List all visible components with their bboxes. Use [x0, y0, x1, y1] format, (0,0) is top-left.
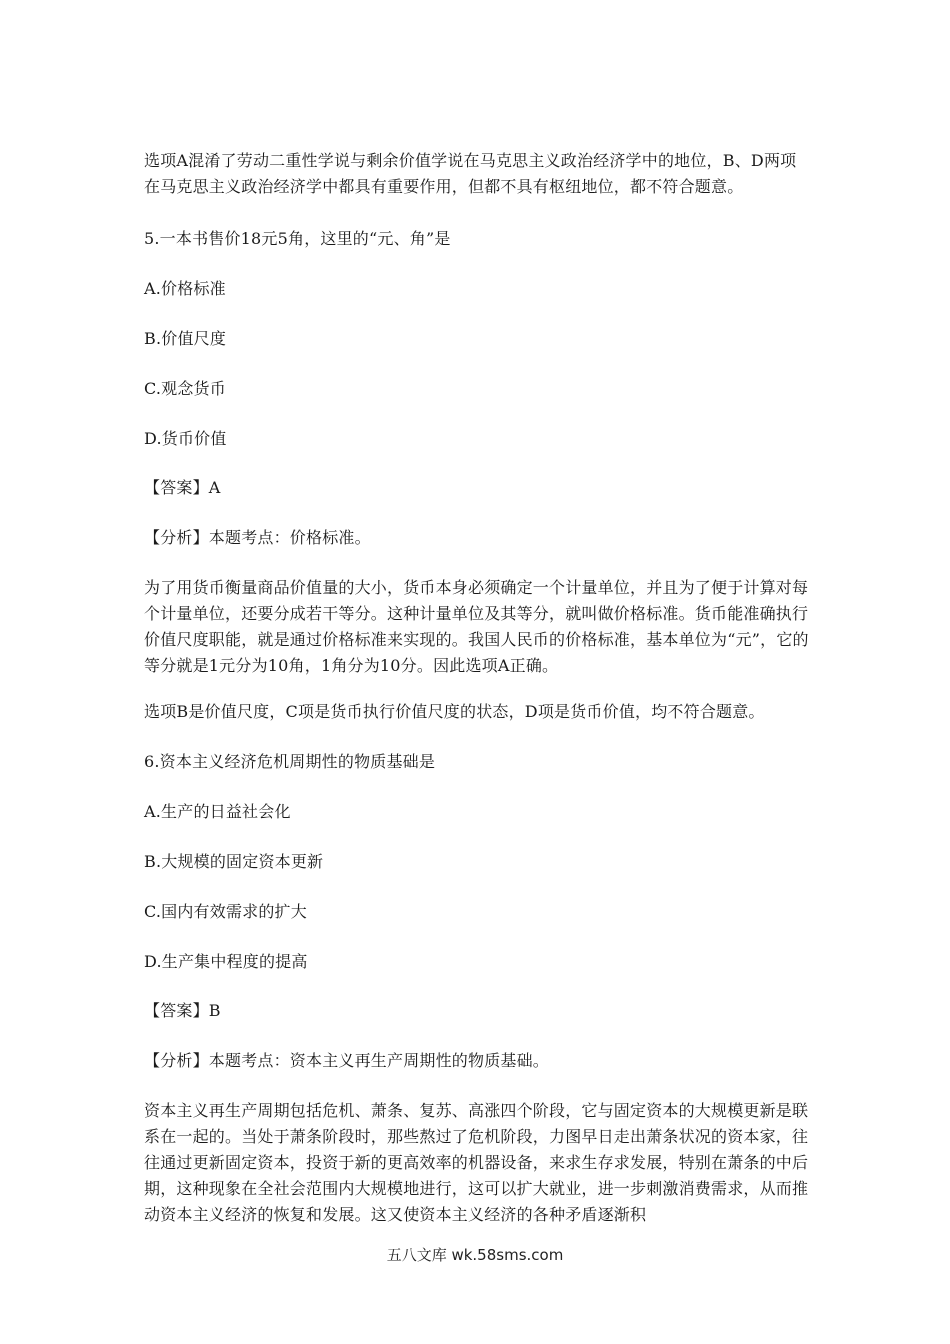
question-6-option-a: A.生产的日益社会化	[144, 802, 291, 821]
question-5-option-c: C.观念货币	[144, 379, 226, 398]
question-5-option-b: B.价值尺度	[144, 329, 227, 348]
question-6-option-c: C.国内有效需求的扩大	[144, 902, 307, 921]
paragraph-option-a-explanation: 选项A混淆了劳动二重性学说与剩余价值学说在马克思主义政治经济学中的地位，B、D两项在马克思主义政治经济学中都具有重要作用，但都不具有枢纽地位，都不符合题意。	[144, 151, 797, 196]
question-5-analysis-conclusion: 选项B是价值尺度，C项是货币执行价值尺度的状态，D项是货币价值，均不符合题意。	[144, 702, 765, 721]
question-5-analysis-body: 为了用货币衡量商品价值量的大小，货币本身必须确定一个计量单位，并且为了便于计算对每个计量单位，还要分成若干等分。这种计量单位及其等分，就叫做价格标准。货币能准确执行价值尺度职能，就是通过价格标准来实现的。我国人民币的价格标准，基本单位为“元”，它的等分就是1元分为10角，1角分为10分。因此选项A正确。	[144, 578, 809, 675]
question-5-answer: 【答案】A	[144, 478, 221, 497]
question-6-option-d: D.生产集中程度的提高	[144, 952, 308, 971]
question-5-option-d: D.货币价值	[144, 429, 227, 448]
question-6-option-b: B.大规模的固定资本更新	[144, 852, 324, 871]
question-5-option-a: A.价格标准	[144, 279, 226, 298]
question-5: 5.一本书售价18元5角，这里的“元、角”是	[144, 229, 451, 248]
page-footer-watermark: 五八文库 wk.58sms.com	[386, 1246, 564, 1264]
question-5-analysis-title: 【分析】本题考点：价格标准。	[144, 528, 371, 547]
question-6-analysis-title: 【分析】本题考点：资本主义再生产周期性的物质基础。	[144, 1051, 550, 1070]
question-6: 6.资本主义经济危机周期性的物质基础是	[144, 752, 436, 771]
question-6-answer: 【答案】B	[144, 1001, 221, 1020]
question-6-analysis-body: 资本主义再生产周期包括危机、萧条、复苏、高涨四个阶段，它与固定资本的大规模更新是联系在一起的。当处于萧条阶段时，那些熬过了危机阶段，力图早日走出萧条状况的资本家，往往通过更新固定资本，投资于新的更高效率的机器设备，来求生存求发展，特别在萧条的中后期，这种现象在全社会范围内大规模地进行，这可以扩大就业，进一步刺激消费需求，从而推动资本主义经济的恢复和发展。这又使资本主义经济的各种矛盾逐渐积	[144, 1101, 809, 1224]
